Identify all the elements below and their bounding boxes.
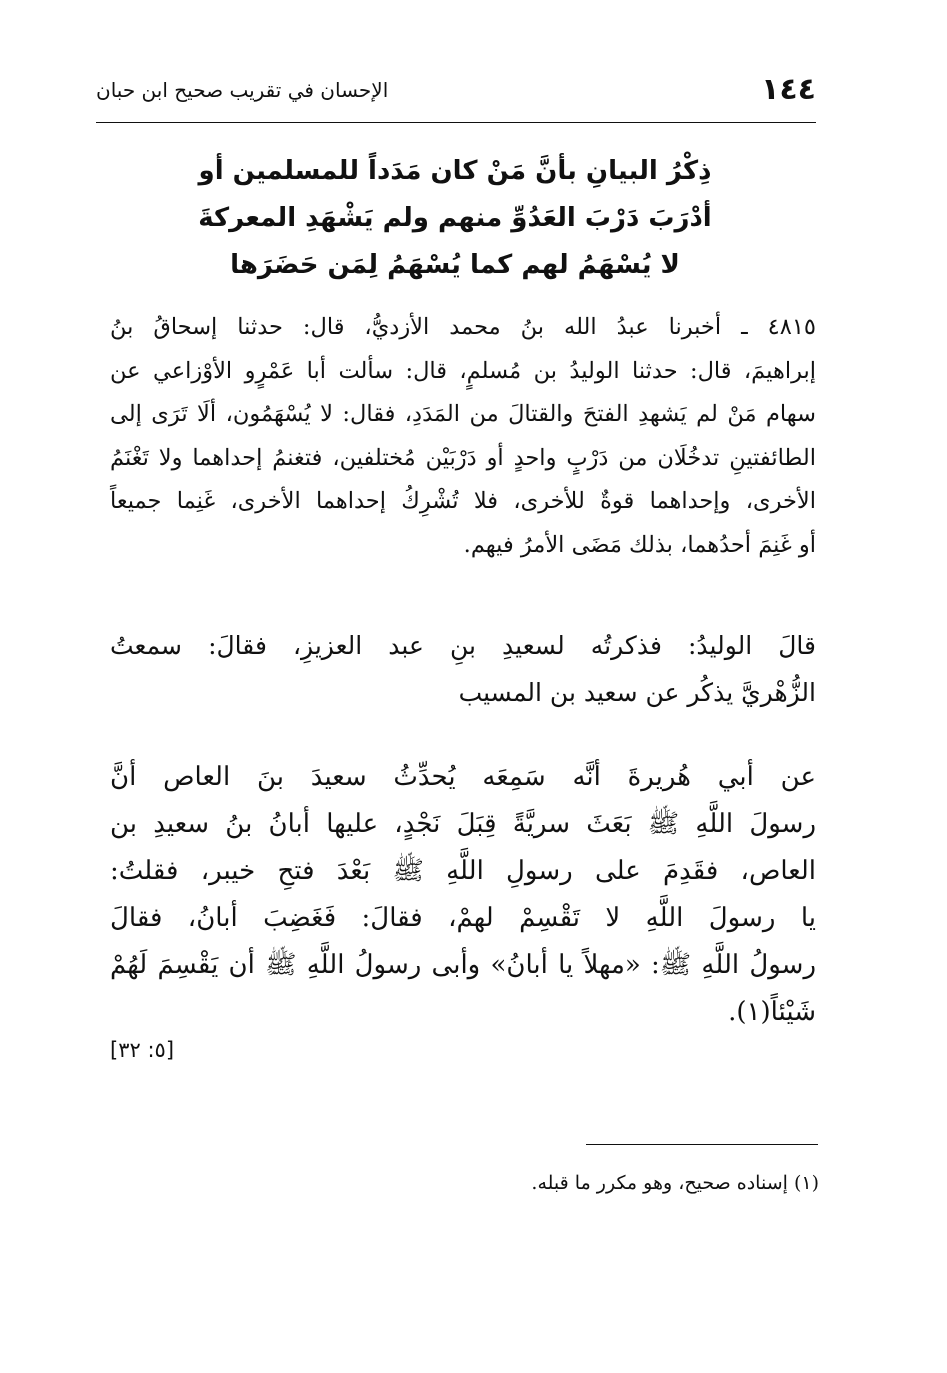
text-line: الطائفتينِ تدخُلَان من دَرْبٍ واحدٍ أو دَرْبَيْن مُختلفين، فتغنمُ إحداهما ولا تَغْنَمُ (110, 444, 817, 471)
heading-line: ذِكْرُ البيانِ بأنَّ مَنْ كان مَدَداً للمسلمين أو (198, 156, 712, 186)
source-reference: [٥: ٣٢] (110, 1038, 175, 1062)
heading-line: لا يُسْهَمُ لهم كما يُسْهَمُ لِمَن حَضَرَها (230, 250, 680, 280)
chapter-heading (140, 148, 770, 289)
text-line: الزُّهْريَّ يذكُر عن سعيد بن المسيب (458, 678, 816, 707)
text-line: ٤٨١٥ ـ أخبرنا عبدُ الله بنُ محمد الأزديُّ، قال: حدثنا إسحاقُ بنُ (110, 314, 816, 340)
hadith-matn-paragraph (110, 754, 816, 1036)
page-header (96, 70, 816, 116)
narrator-paragraph (110, 622, 816, 716)
text-line: يا رسولَ اللَّهِ لا تَقْسِمْ لهمْ، فقالَ: فَغَضِبَ أبانُ، فقالَ (110, 903, 816, 933)
text-line: قالَ الوليدُ: فذكرتُه لسعيدِ بنِ عبد العزيزِ، فقالَ: سمعتُ (110, 631, 816, 660)
footnote: (١) إسناده صحيح، وهو مكرر ما قبله. (531, 1172, 819, 1194)
hadith-isnad-paragraph (110, 306, 816, 567)
header-rule (96, 122, 816, 123)
text-line: رسولَ اللَّهِ ﷺ بَعَثَ سريَّةً قِبَلَ نَجْدٍ، عليها أبانُ بنُ سعيدِ بن (110, 809, 816, 839)
text-line: العاص، فقَدِمَ على رسولِ اللَّهِ ﷺ بَعْدَ فتحِ خيبر، فقلتُ: (110, 856, 816, 886)
text-line: سهام مَنْ لم يَشهدِ الفتحَ والقتالَ من المَدَدِ، فقال: لا يُسْهَمُون، ألَا تَرَى إلى (110, 401, 816, 427)
running-title: الإحسان في تقريب صحيح ابن حبان (96, 78, 389, 102)
text-line: إبراهيمَ، قال: حدثنا الوليدُ بن مُسلمٍ، قال: سألت أبا عَمْرٍو الأوْزاعي عن (110, 357, 816, 384)
footnote-rule (586, 1144, 818, 1145)
text-line: الأخرى، وإحداهما قوةٌ للأخرى، فلا تُشْرِكُ إحداهما الأخرى، غَنِما جميعاً (110, 488, 816, 514)
heading-line: أدْرَبَ دَرْبَ العَدُوِّ منهم ولم يَشْهَدِ المعركةَ (198, 203, 712, 233)
page-number: ١٤٤ (761, 72, 816, 107)
text-line: رسولُ اللَّهِ ﷺ: «مهلاً يا أبانُ» وأبى رسولُ اللَّهِ ﷺ أن يَقْسِمَ لَهُمْ (110, 950, 816, 980)
text-line: عن أبي هُريرةَ أنَّه سَمِعَه يُحدِّثُ سعيدَ بنَ العاص أنَّ (110, 762, 816, 792)
text-line: أو غَنِمَ أحدُهما، بذلك مَضَى الأمرُ فيهم. (463, 531, 816, 558)
text-line: شَيْئاً(١). (728, 997, 816, 1027)
